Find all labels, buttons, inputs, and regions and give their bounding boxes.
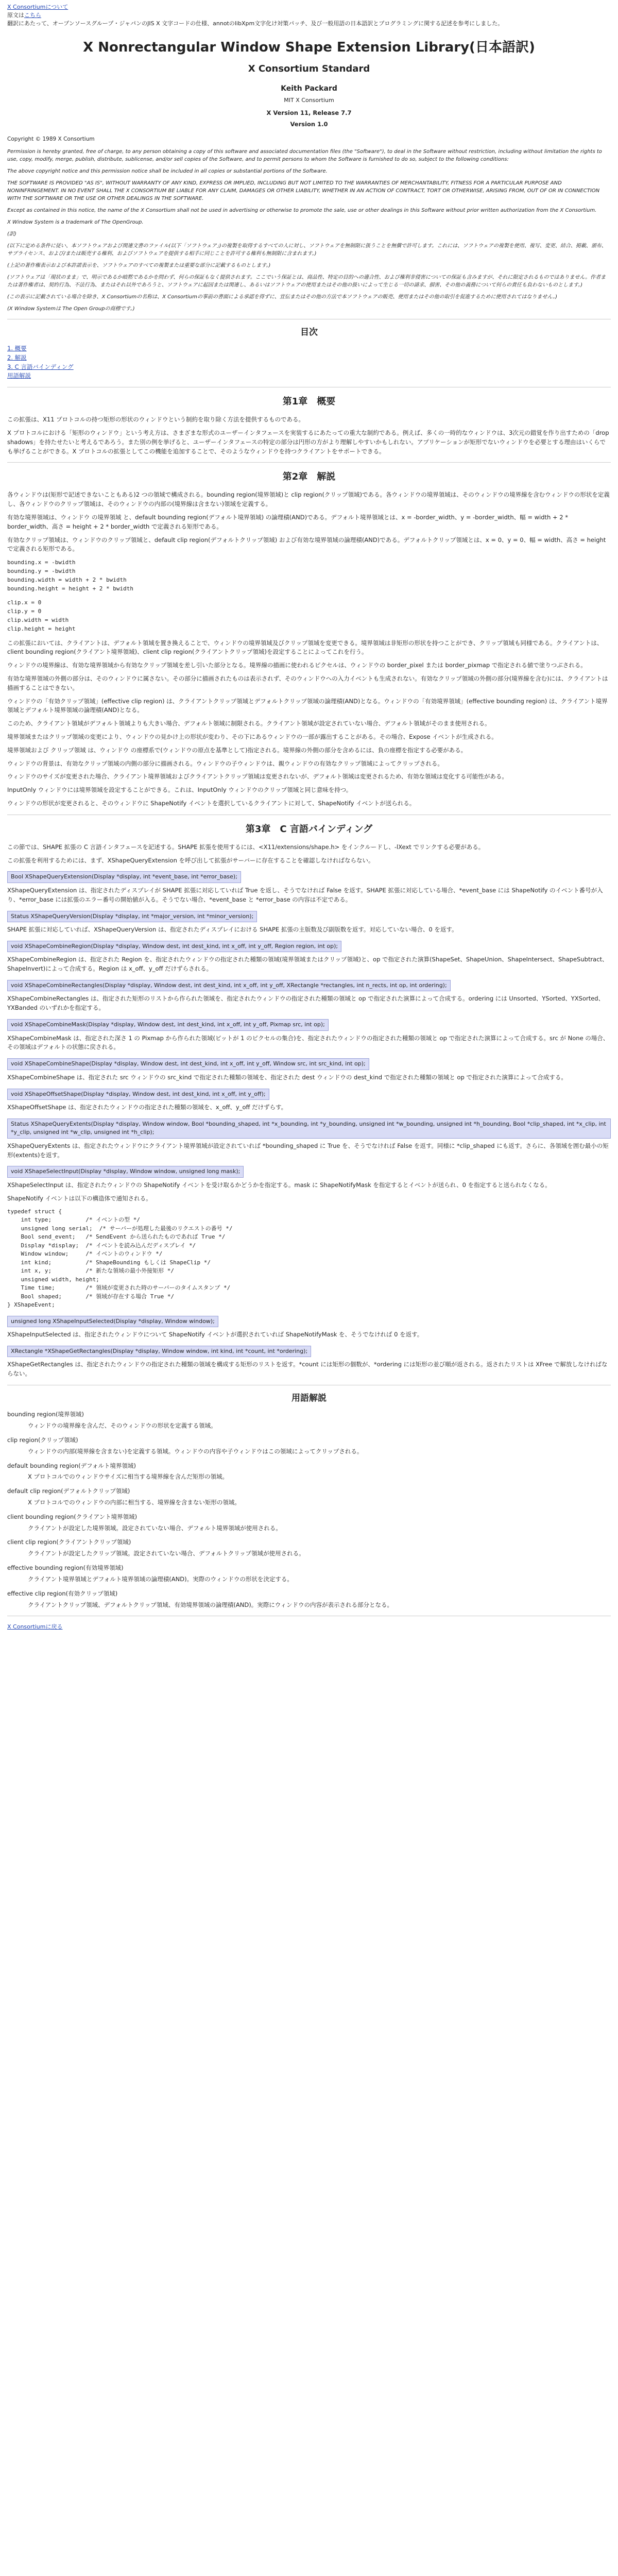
paragraph: ウィンドウの形状が変更されると、そのウィンドウに ShapeNotify イベントを選択しているクライアントに対して、ShapeNotify イベントが送られる。 xyxy=(7,800,416,807)
chapter1-heading: 第1章 概要 xyxy=(282,396,336,408)
function-entry xyxy=(7,1344,611,1379)
legal-paragraph: X Window System is a trademark of The OpenGroup. xyxy=(7,219,144,225)
toc-item-glossary[interactable]: 用語解説 xyxy=(7,372,31,380)
glossary-term: default clip region(デフォルトクリップ領域) xyxy=(7,1487,130,1495)
x-version: X Version 11, Release 7.7 xyxy=(266,109,352,116)
glossary-term: bounding region(境界領域) xyxy=(7,1411,84,1418)
function-entry xyxy=(7,978,611,1013)
toc-heading: 目次 xyxy=(300,327,318,337)
function-entry xyxy=(7,1017,611,1052)
legal-paragraph: (上記の著作権表示および本許諾表示を、ソフトウェアのすべての複製または重要な部分に記載するものとします。) xyxy=(7,262,271,268)
legal-paragraph: (X Window Systemは The Open Groupの商標です。) xyxy=(7,306,135,312)
copyright: Copyright © 1989 X Consortium xyxy=(7,136,95,143)
formula-line: clip.height = height xyxy=(7,625,76,633)
legal-paragraph: (以下に定める条件に従い、本ソフトウェアおよび関連文書のファイル(以下「ソフトウェア」)の複製を取得するすべての人に対し、ソフトウェアを無制限に扱うことを無償で許可します。これには、ソフトウェアの複製を使用、複写、変更、結合、掲載、頒布、サブライセンス、および/または販売する権利、およびソフトウェアを提供する相手に同じことを許可する権利も無制限に含まれます。) xyxy=(7,243,607,257)
formula-line: bounding.width = width + 2 * bwidth xyxy=(7,577,127,584)
chapter3-heading: 第3章 C 言語バインディング xyxy=(245,823,373,835)
function-description: XShapeCombineRegion は、指定された Region を、指定されたウィンドウの指定された種類の領域(境界領域またはクリップ領域)と、op で指定された演算(ShapeSet、ShapeUnion、ShapeIntersect、ShapeSubtract、ShapeInvert)によって合成する。Region は x_off、y_off だけずらされる。 xyxy=(7,956,608,973)
paragraph: 各ウィンドウは(矩形で記述できないこともある)2 つの領域で構成される。bounding region(境界領域)と clip region(クリップ領域)である。各ウィンドウの境界領域は、そのウィンドウの境界線を含むウィンドウの形状を定義し、各ウィンドウのクリップ領域は、そのウィンドウの内部の(境界線は含まない)領域を定義する。 xyxy=(7,491,610,508)
toc-item-c-binding[interactable]: 3. C 言語バインディング xyxy=(7,363,74,370)
default-clip-formula xyxy=(7,598,611,633)
function-signature: void XShapeSelectInput(Display *display, Window window, unsigned long mask); xyxy=(7,1166,244,1178)
doc-version: Version 1.0 xyxy=(290,120,328,128)
formula-line: clip.x = 0 xyxy=(7,599,42,606)
default-bounding-formula xyxy=(7,558,611,593)
function-entry xyxy=(7,939,611,974)
function-description: XShapeSelectInput は、指定されたウィンドウの ShapeNotify イベントを受け取るかどうかを指定する。mask に ShapeNotifyMask を指定するとイベントが送られ、0 を指定すると送られなくなる。 xyxy=(7,1181,551,1189)
glossary-term: effective bounding region(有効境界領域) xyxy=(7,1564,124,1572)
function-description: XShapeOffsetShape は、指定されたウィンドウの指定された種類の領域を、x_off、y_off だけずらす。 xyxy=(7,1104,287,1111)
paragraph: 有効な境界領域は、ウィンドウ の境界領域 と、default bounding region(デフォルト境界領域) の論理積(AND)である。デフォルト境界領域とは、x = -border_width、y = -border_width、幅 = width + 2 * border_width、高さ = height + 2 * border_width で定義される矩形である。 xyxy=(7,513,568,530)
intro-prefix: 原文は xyxy=(7,11,24,19)
function-description: XShapeCombineMask は、指定された深さ 1 の Pixmap から作られた領域(ビットが 1 のピクセルの集合)を、指定されたウィンドウの指定された種類の領域と op で指定された演算によって合成する。src が None の場合、その領域はデフォルトの状態に戻される。 xyxy=(7,1034,609,1051)
function-signature: void XShapeCombineShape(Display *display, Window dest, int dest_kind, int x_off, int y_off, Window src, int src_kind, int op); xyxy=(7,1058,369,1070)
function-signature: Status XShapeQueryExtents(Display *display, Window window, Bool *bounding_shaped, int *x_bounding, int *y_bounding, unsigned int *w_bounding, unsigned int *h_bounding, Bool *clip_shaped, int *x_clip, int *y_clip, unsigned int *w_clip, unsigned int *h_clip); xyxy=(7,1118,611,1139)
glossary-definition: X プロトコルでのウィンドウの内部に相当する、境界線を含まない矩形の領域。 xyxy=(28,1499,241,1506)
paragraph: ウィンドウのサイズが変更された場合、クライアント境界領域およびクライアントクリップ領域は変更されないが、デフォルト領域は変更されるため、有効な領域は変化する可能性がある。 xyxy=(7,773,508,781)
function-signature: Status XShapeQueryVersion(Display *display, int *major_version, int *minor_version); xyxy=(7,911,257,923)
top-links xyxy=(7,3,611,28)
function-entry xyxy=(7,1314,611,1340)
function-signature: void XShapeCombineMask(Display *display, Window dest, int dest_kind, int x_off, int y_off, Pixmap src, int op); xyxy=(7,1019,329,1031)
glossary-term: client clip region(クライアントクリップ領域) xyxy=(7,1538,131,1546)
glossary-definition: クライアントが設定した境界領域。設定されていない場合、デフォルト境界領域が使用される。 xyxy=(28,1524,282,1532)
function-description: XShapeQueryExtents は、指定されたウィンドウにクライアント境界領域が設定されていれば *bounding_shaped に True を、そうでなければ False を返す。同様に *clip_shaped にも返す。さらに、各領域を囲む最小の矩形(extents)を返す。 xyxy=(7,1142,609,1159)
function-signature: XRectangle *XShapeGetRectangles(Display *display, Window window, int kind, int *count, int *ordering); xyxy=(7,1346,311,1358)
function-signature: void XShapeCombineRegion(Display *display, Window dest, int dest_kind, int x_off, int y_off, Region region, int op); xyxy=(7,941,341,953)
top-link[interactable]: X Consortiumについて xyxy=(7,4,68,10)
paragraph: この節では、SHAPE 拡張の C 言語インタフェースを記述する。SHAPE 拡張を使用するには、<X11/extensions/shape.h> をインクルードし、-lXext でリンクする必要がある。 xyxy=(7,843,485,851)
legal-notice xyxy=(7,148,611,313)
function-description: XShapeGetRectangles は、指定されたウィンドウの指定された種類の領域を構成する矩形のリストを返す。*count には矩形の個数が、*ordering には矩形の並び順が返される。返されたリストは XFree で解放しなければならない。 xyxy=(7,1361,608,1378)
chapter2-heading: 第2章 解説 xyxy=(282,471,336,483)
paragraph: このため、クライアント領域がデフォルト領域よりも大きい場合、デフォルト領域に制限される。クライアント領域が設定されていない場合、デフォルト領域がそのまま使用される。 xyxy=(7,720,491,727)
function-entry xyxy=(7,1116,611,1160)
glossary-definition: クライアント境界領域とデフォルト境界領域の論理積(AND)。実際のウィンドウの形状を決定する。 xyxy=(28,1575,293,1583)
legal-paragraph: THE SOFTWARE IS PROVIDED "AS IS", WITHOUT WARRANTY OF ANY KIND, EXPRESS OR IMPLIED, INCLUDING BUT NOT LIMITED TO THE WARRANTIES OF MERCHANTABILITY, FITNESS FOR A PARTICULAR PURPOSE AND NONINFRINGEMENT. IN NO EVENT SHALL THE X CONSORTIUM BE LIABLE FOR ANY CLAIM, DAMAGES OR OTHER LIABILITY, WHETHER IN AN ACTION OF CONTRACT, TORT OR OTHERWISE, ARISING FROM, OUT OF OR IN CONNECTION WITH THE SOFTWARE OR THE USE OR OTHER DEALINGS IN THE SOFTWARE. xyxy=(7,180,600,201)
author-name: Keith Packard xyxy=(281,84,337,93)
glossary-definition: X プロトコルでのウィンドウサイズに相当する境界線を含んだ矩形の領域。 xyxy=(28,1473,228,1481)
legal-paragraph: (この表示に記載されている場合を除き、X Consortiumの名称は、X Consortiumの事前の書面による承認を得ずに、宣伝またはその他の方法で本ソフトウェアの販売、使用またはその他の取引を促進するために使用されてはなりません。) xyxy=(7,294,557,300)
formula-line: clip.y = 0 xyxy=(7,608,42,615)
toc-item-overview[interactable]: 1. 概要 xyxy=(7,344,27,352)
glossary-list xyxy=(7,1410,611,1609)
document-subtitle: X Consortium Standard xyxy=(248,63,370,75)
glossary-term: clip region(クリップ領域) xyxy=(7,1436,78,1444)
function-entry xyxy=(7,1164,611,1190)
function-entry xyxy=(7,1056,611,1082)
function-entry xyxy=(7,869,611,904)
paragraph: この拡張を利用するためには、まず、XShapeQueryExtension を呼び出して拡張がサーバーに存在することを確認しなければならない。 xyxy=(7,856,374,864)
back-link[interactable]: X Consortiumに戻る xyxy=(7,1623,63,1631)
function-description: XShapeCombineRectangles は、指定された矩形のリストから作られた領域を、指定されたウィンドウの指定された種類の領域と op で指定された演算によって合成する。ordering には Unsorted、YSorted、YXSorted、YXBanded のいずれかを指定する。 xyxy=(7,995,605,1012)
glossary-term: client bounding region(クライアント境界領域) xyxy=(7,1513,138,1520)
glossary-definition: クライアントが設定したクリップ領域。設定されていない場合、デフォルトクリップ領域が使用される。 xyxy=(28,1550,305,1557)
paragraph: ウィンドウの境界線は、有効な境界領域から有効なクリップ領域を差し引いた部分となる。境界線の描画に使われるピクセルは、ウィンドウの border_pixel または border_pixmap で指定される値で塗りつぶされる。 xyxy=(7,662,587,669)
translation-note: 翻訳にあたって、オープンソースグループ・ジャパンのJIS X 文字コードの仕様、annotのlibXpm文字化け対策パッチ、及び一般用語の日本語訳とプログラミングに関する記述を参考にしました。 xyxy=(7,20,504,27)
function-description: SHAPE 拡張に対応していれば、XShapeQueryVersion は、指定されたディスプレイにおける SHAPE 拡張の主版数及び副版数を返す。対応していない場合、0 を返す。 xyxy=(7,926,458,934)
toc-item-description[interactable]: 2. 解説 xyxy=(7,353,27,361)
paragraph: ウィンドウの背景は、有効なクリップ領域の内側の部分に描画される。ウィンドウの子ウィンドウは、親ウィンドウの有効なクリップ領域によってクリップされる。 xyxy=(7,759,443,767)
paragraph: ShapeNotify イベントは以下の構造体で通知される。 xyxy=(7,1194,152,1202)
formula-line: bounding.height = height + 2 * bwidth xyxy=(7,585,134,592)
glossary-heading: 用語解説 xyxy=(291,1393,327,1404)
paragraph: InputOnly ウィンドウには境界領域を設定することができる。これは、InputOnly ウィンドウのクリップ領域と同じ意味を持つ。 xyxy=(7,786,352,794)
function-description: XShapeQueryExtension は、指定されたディスプレイが SHAPE 拡張に対応していれば True を返し、そうでなければ False を返す。SHAPE 拡張に対応している場合、*event_base には ShapeNotify のイベント番号が入り、*error_base には拡張のエラー番号の開始値が入る。そうでない場合、*event_base と *error_base の内容は不定である。 xyxy=(7,886,603,903)
legal-paragraph: (ソフトウェアは「現状のまま」で、明示であるか暗黙であるかを問わず、何らの保証もなく提供されます。ここでいう保証とは、商品性、特定の目的への適合性、および権利非侵害についての保証も含みますが、それに限定されるものではありません。作者または著作権者は、契約行為、不法行為、またはそれ以外であろうと、ソフトウェアに起因または関連し、あるいはソフトウェアの使用またはその他の扱いによって生じる一切の請求、損害、その他の義務について何らの責任も負わないものとします。) xyxy=(7,274,606,288)
glossary-definition: ウィンドウの内部(境界線を含まない)を定義する領域。ウィンドウの内容や子ウィンドウはこの領域によってクリップされる。 xyxy=(28,1447,363,1455)
glossary-definition: クライアントクリップ領域、デフォルトクリップ領域、有効境界領域の論理積(AND)。実際にウィンドウの内容が表示される部分となる。 xyxy=(28,1601,393,1608)
author-affiliation: MIT X Consortium xyxy=(284,96,334,104)
paragraph: 有効な境界領域の外側の部分は、そのウィンドウに属さない。その部分に描画されたものは表示されず、そのウィンドウへの入力イベントも生成されない。有効なクリップ領域の外側の部分(境界線を含む)には、クライアントは描画することはできない。 xyxy=(7,674,608,691)
function-signature: void XShapeOffsetShape(Display *display, Window dest, int dest_kind, int x_off, int y_off); xyxy=(7,1089,269,1100)
function-description: XShapeInputSelected は、指定されたウィンドウについて ShapeNotify イベントが選択されていれば ShapeNotifyMask を、そうでなければ 0 を返す。 xyxy=(7,1331,423,1338)
glossary-term: default bounding region(デフォルト境界領域) xyxy=(7,1462,136,1469)
function-entry xyxy=(7,1087,611,1112)
document-title: X Nonrectangular Window Shape Extension Library(日本語訳) xyxy=(83,39,535,55)
divider xyxy=(7,462,611,463)
paragraph: この拡張は、X11 プロトコルの持つ矩形の形状のウィンドウという制約を取り除く方法を提供するものである。 xyxy=(7,416,305,423)
function-signature: Bool XShapeQueryExtension(Display *display, int *event_base, int *error_base); xyxy=(7,871,241,883)
legal-paragraph: Permission is hereby granted, free of charge, to any person obtaining a copy of this software and associated documentation files (the "Software"), to deal in the Software without restriction, including without limitation the rights to use, copy, modify, merge, publish, distribute, sublicense, and/or sell copies of the Software, and to permit persons to whom the Software is furnished to do so, subject to the following conditions: xyxy=(7,148,602,162)
paragraph: この拡張においては、クライアントは、デフォルト領域を置き換えることで、ウィンドウの境界領域及びクリップ領域を変更できる。境界領域は非矩形の形状を持つことができ、クリップ領域も同様である。クライアントは、client bounding region(クライアント境界領域)、client clip region(クライアントクリップ領域)を設定することによってこれを行う。 xyxy=(7,639,603,656)
formula-line: clip.width = width xyxy=(7,617,69,624)
function-entry xyxy=(7,909,611,935)
legal-paragraph: The above copyright notice and this permission notice shall be included in all copies or substantial portions of the Software. xyxy=(7,168,328,174)
bottom-links xyxy=(7,1622,611,1631)
glossary-definition: ウィンドウの境界線を含んだ、そのウィンドウの形状を定義する領域。 xyxy=(28,1422,217,1430)
legal-paragraph: Except as contained in this notice, the name of the X Consortium shall not be used in advertising or otherwise to promote the sale, use or other dealings in this Software without prior written authorization from the X Consortium. xyxy=(7,207,597,213)
xshapeevent-struct: typedef struct { int type; /* イベントの型 */ unsigned long serial; /* サーバーが処理した最後のリクエストの番号 */ Bool send_event; /* SendEvent から送られたものであれば True */ Display *display; /* イベントを読み込んだディスプレイ */ Window window; /* イベントのウィンドウ */ int kind; /* ShapeBounding もしくは ShapeClip */ int x, y; /* 新たな領域の最小外接矩形 */ unsigned width, height; Time time; /* 領域が変更された時のサーバーのタイムスタンプ */ Bool shaped; /* 領域が存在する場合 True */ } XShapeEvent; xyxy=(7,1208,233,1309)
table-of-contents xyxy=(7,344,611,381)
function-signature: unsigned long XShapeInputSelected(Display *display, Window window); xyxy=(7,1316,218,1328)
paragraph: X プロトコルにおける「矩形のウィンドウ」という考え方は、さまざまな形式のユーザーインタフェースを実装するにあたっての重大な制約である。例えば、多くの一時的なウィンドウは、3次元の錯覚を作り出すための「drop shadows」を持たせたいと考えるであろう。また別の例を挙げると、ユーザーインタフェースの特定の部分は円形の方がより理解しやすいかもしれない。アプリケーションが矩形でないウィンドウを必要とする理由はいくらでも挙げることができる。X プロトコルの拡張としてこの機能を追加することで、そのようなウィンドウを持つクライアントをサポートできる。 xyxy=(7,429,609,455)
legal-paragraph: (訳) xyxy=(7,231,16,237)
glossary-term: effective clip region(有効クリップ領域) xyxy=(7,1589,118,1597)
paragraph: 境界領域またはクリップ領域の変更により、ウィンドウの見かけ上の形状が変わり、その下にあるウィンドウの一部が露出することがある。その場合、Expose イベントが生成される。 xyxy=(7,733,497,740)
paragraph: 有効なクリップ領域は、ウィンドウのクリップ領域と、default clip region(デフォルトクリップ領域) および有効な境界領域の論理積(AND)である。デフォルトクリップ領域とは、x = 0、y = 0、幅 = width、高さ = height で定義される矩形である。 xyxy=(7,536,606,553)
function-description: XShapeCombineShape は、指定された src ウィンドウの src_kind で指定された種類の領域を、指定された dest ウィンドウの dest_kind で指定された種類の領域と op で指定された演算によって合成する。 xyxy=(7,1073,567,1081)
function-signature: void XShapeCombineRectangles(Display *display, Window dest, int dest_kind, int x_off, int y_off, XRectangle *rectangles, int n_rects, int op, int ordering); xyxy=(7,980,451,992)
formula-line: bounding.y = -bwidth xyxy=(7,568,76,575)
paragraph: 境界領域および クリップ領域 は、ウィンドウ の座標系で(ウィンドウの原点を基準として)指定される。境界線の外側の部分を含めるには、負の座標を指定する必要がある。 xyxy=(7,746,467,754)
original-link[interactable]: こちら xyxy=(24,11,41,19)
formula-line: bounding.x = -bwidth xyxy=(7,559,76,566)
paragraph: ウィンドウの「有効クリップ領域」(effective clip region) は、クライアントクリップ領域とデフォルトクリップ領域の論理積(AND)となる。ウィンドウの「有効境界領域」(effective bounding region) は、クライアント境界領域とデフォルト境界領域の論理積(AND)となる。 xyxy=(7,697,608,714)
